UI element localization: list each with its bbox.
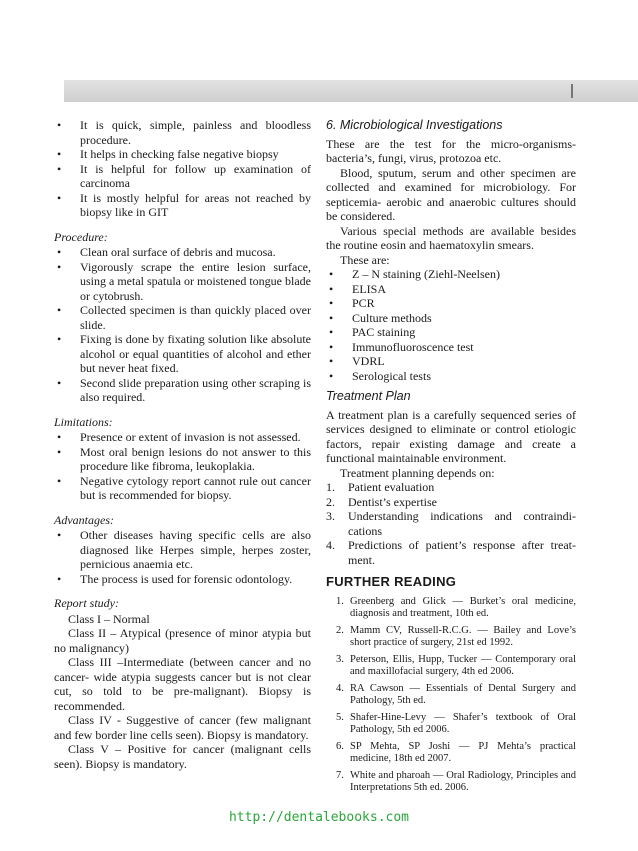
list-item: • VDRL [326, 354, 576, 369]
list-item: • It is mostly helpful for areas not reached by biopsy like in GIT [54, 191, 311, 220]
list-item: • It is helpful for follow up examination of carcinoma [54, 162, 311, 191]
ref-text: White and pharoah — Oral Radiology, Principles and Interpretations 5th ed. 2006. [350, 769, 576, 793]
list-item: • Fixing is done by fixating solution like absolute alcohol or equal quantities of alcohol and ether but never heat fixed. [54, 332, 311, 376]
report-class-4: Class IV - Suggestive of cancer (few malignant and few border line cells seen). Biopsy is mandatory. [54, 713, 311, 742]
reference-item [326, 712, 576, 737]
report-class-1: Class I – Normal [68, 611, 150, 626]
item-number: 2. [326, 494, 335, 509]
reference-item [326, 741, 576, 766]
ref-text: Shafer-Hine-Levy — Shafer’s textbook of Oral Pathology, 5th ed 2006. [350, 711, 576, 735]
footer-link[interactable]: http://dentalebooks.com [228, 810, 409, 825]
treatment-plan-heading: Treatment Plan [326, 389, 411, 403]
ref-number: 4. [336, 682, 344, 694]
ref-text: RA Cawson — Essentials of Dental Surgery and Pathology, 5th ed. [350, 682, 576, 706]
item-text: Understanding indications and contraindi-cations [348, 509, 576, 538]
list-item [326, 538, 576, 567]
ref-number: 1. [336, 595, 344, 607]
ref-text: SP Mehta, SP Joshi — PJ Mehta’s practical medicine, 18th ed 2007. [350, 740, 576, 764]
list-item: • PAC staining [326, 325, 576, 340]
list-item: • PCR [326, 296, 576, 311]
ref-text: Mamm CV, Russell-R.C.G. — Bailey and Love’s short practice of surgery, 21st ed 1992. [350, 624, 576, 648]
treatment-paragraph: Treatment planning depends on: [340, 465, 495, 480]
microbiology-heading: 6. Microbiological Investigations [326, 118, 503, 132]
procedure-list [54, 245, 311, 405]
list-item: • Z – N staining (Ziehl-Neelsen) [326, 267, 576, 282]
microbiology-paragraph: Blood, sputum, serum and other specimen are collected and examined for microbiology. For septicemia- aerobic and anaerobic cultures should be considered. [326, 165, 576, 223]
list-item: • Other diseases having specific cells are also diagnosed like Herpes simple, herpes zoster, pernicious anaemia etc. [54, 528, 311, 572]
right-column [326, 118, 576, 799]
item-number: 1. [326, 480, 335, 494]
procedure-heading: Procedure: [54, 229, 108, 244]
item-text: Dentist’s expertise [348, 494, 437, 509]
microbiology-paragraph: Various special methods are available besides the routine eosin and haematoxylin smears. [326, 223, 576, 252]
list-item: • The process is used for forensic odontology. [54, 572, 311, 587]
ref-text: Peterson, Ellis, Hupp, Tucker — Contemporary oral and maxillofacial surgery, 4th ed 2006. [350, 653, 576, 677]
report-class-5: Class V – Positive for cancer (malignant cells seen). Biopsy is mandatory. [54, 742, 311, 771]
list-item: • It helps in checking false negative biopsy [54, 147, 311, 162]
microbiology-paragraph: These are the test for the micro-organisms-bacteria’s, fungi, virus, protozoa etc. [326, 136, 576, 165]
microbiology-test-list [326, 267, 576, 383]
advantages-list [54, 528, 311, 586]
list-item: • Serological tests [326, 369, 576, 384]
limitations-heading: Limitations: [54, 414, 113, 429]
reference-item [326, 654, 576, 679]
intro-bullet-list [54, 118, 311, 220]
treatment-paragraph: A treatment plan is a carefully sequenced series of services designed to eliminate or control etiologic factors, repair existing damage and create a functional maintainable environment. [326, 407, 576, 465]
reference-item [326, 625, 576, 650]
left-column [54, 118, 311, 771]
ref-number: 6. [336, 740, 344, 752]
list-item: • Clean oral surface of debris and mucosa. [54, 245, 311, 260]
report-study-heading: Report study: [54, 596, 119, 610]
list-item [326, 480, 576, 495]
ref-text: Greenberg and Glick — Burket’s oral medicine, diagnosis and treatment, 10th ed. [350, 595, 576, 619]
list-item: • ELISA [326, 282, 576, 297]
item-text: Patient evaluation [348, 480, 435, 494]
ref-number: 7. [336, 769, 344, 781]
header-bar [64, 80, 638, 102]
list-item [326, 509, 576, 538]
list-item: • Negative cytology report cannot rule out cancer but is recommended for biopsy. [54, 474, 311, 503]
limitations-list [54, 430, 311, 503]
item-number: 3. [326, 509, 335, 523]
list-item: • Second slide preparation using other scraping is also required. [54, 376, 311, 405]
item-text: Predictions of patient’s response after treat-ment. [348, 538, 576, 567]
list-item: • Vigorously scrape the entire lesion surface, using a metal spatula or moistened tongue blade or cytobrush. [54, 260, 311, 304]
ref-number: 3. [336, 653, 344, 665]
list-item [326, 495, 576, 510]
report-class-2: Class II – Atypical (presence of minor atypia but no malignancy) [54, 626, 311, 655]
reference-list [326, 596, 576, 795]
reference-item [326, 596, 576, 621]
reference-item [326, 770, 576, 795]
list-item: • Immunofluoroscence test [326, 340, 576, 355]
reference-item [326, 683, 576, 708]
microbiology-paragraph: These are: [340, 252, 390, 267]
header-bar-tick [571, 84, 573, 98]
list-item: • Collected specimen is than quickly placed over slide. [54, 303, 311, 332]
list-item: • Most oral benign lesions do not answer to this procedure like fibroma, leukoplakia. [54, 445, 311, 474]
report-class-3: Class III –Intermediate (between cancer and no cancer- wide atypia suggests cancer but is not clear cut, so told to be pre-malignant). Biopsy is recommended. [54, 655, 311, 713]
treatment-list [326, 480, 576, 567]
advantages-heading: Advantages: [54, 512, 114, 527]
ref-number: 5. [336, 711, 344, 723]
list-item: • It is quick, simple, painless and bloodless procedure. [54, 118, 311, 147]
list-item: • Presence or extent of invasion is not assessed. [54, 430, 311, 445]
further-reading-heading: FURTHER READING [326, 574, 457, 589]
ref-number: 2. [336, 624, 344, 636]
list-item: • Culture methods [326, 311, 576, 326]
item-number: 4. [326, 538, 335, 552]
